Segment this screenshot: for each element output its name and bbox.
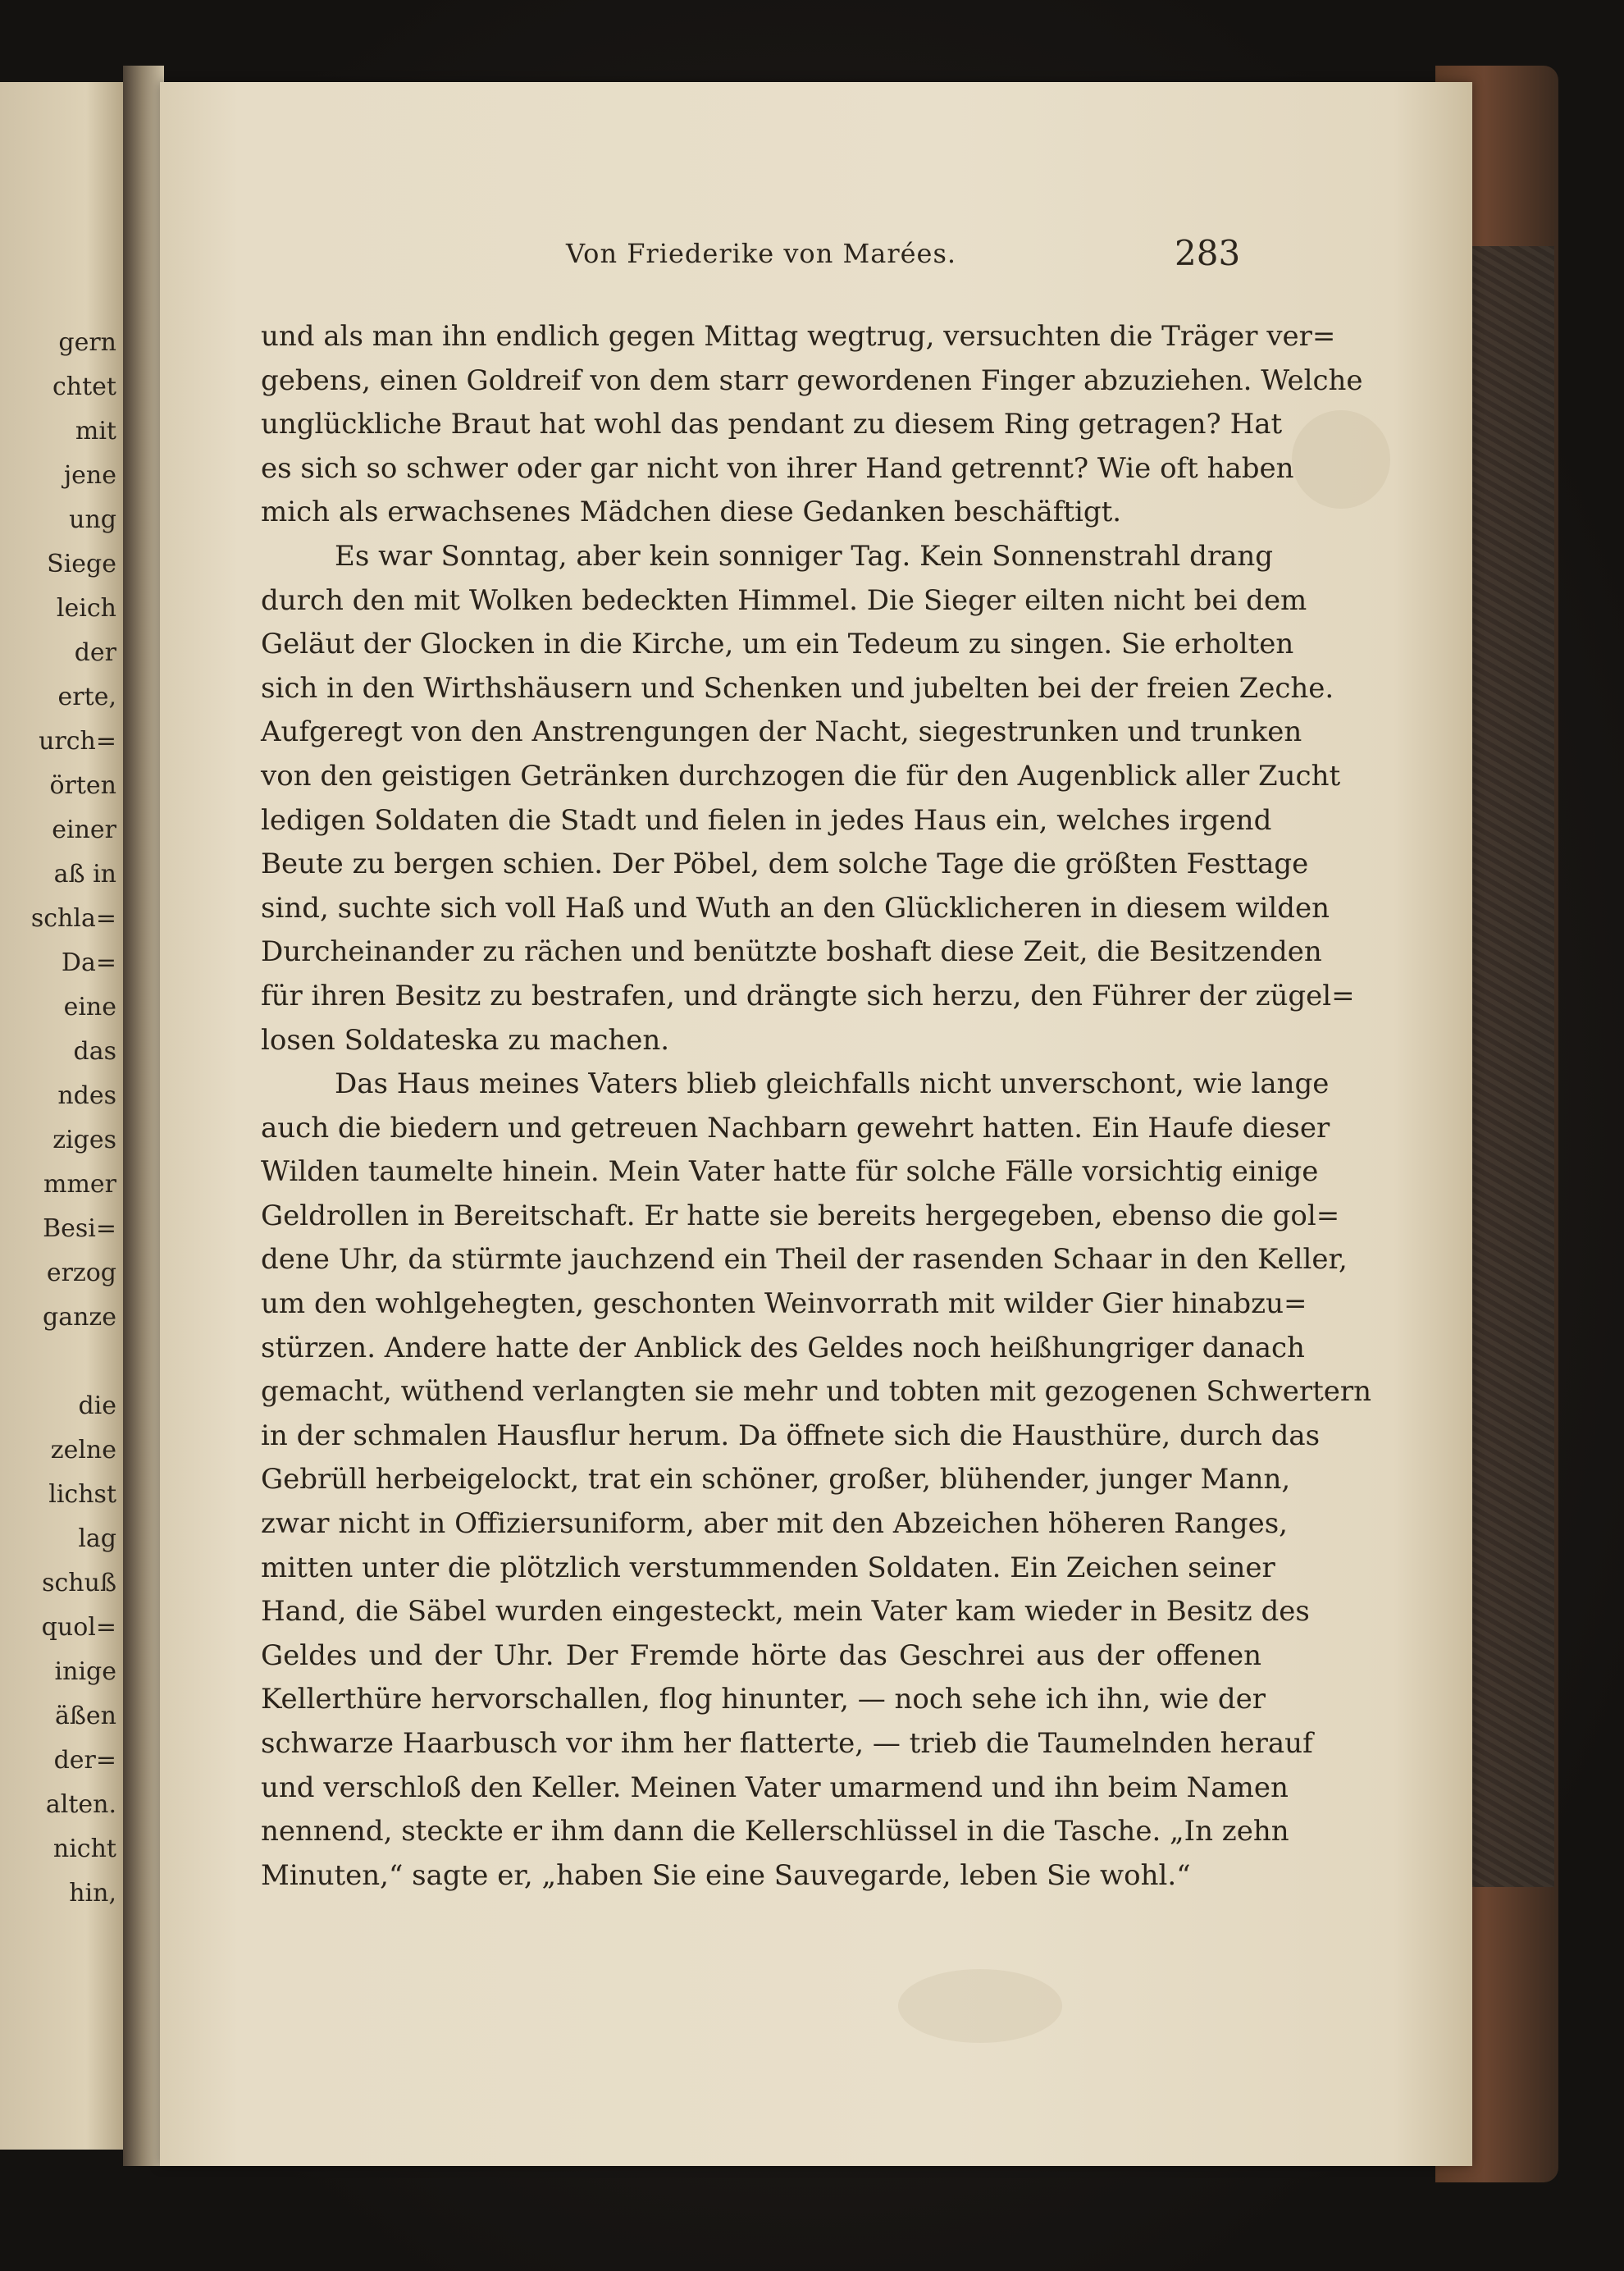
- text-line: dene Uhr, da stürmte jauchzend ein Theil der rasenden Schaar in den Keller,: [261, 1243, 1348, 1277]
- text-line: Durcheinander zu rächen und benützte boshaft diese Zeit, die Besitzenden: [261, 935, 1322, 969]
- text-line: Hand, die Säbel wurden eingesteckt, mein Vater kam wieder in Besitz des: [261, 1595, 1310, 1629]
- text-line: von den geistigen Getränken durchzogen die für den Augenblick aller Zucht: [261, 759, 1341, 793]
- left-page-text-fragment: nicht: [52, 1835, 116, 1863]
- left-page-text-fragment: einer: [52, 816, 116, 844]
- left-page-text-fragment: die: [78, 1391, 116, 1420]
- text-line: nennend, steckte er ihm dann die Kellerschlüssel in die Tasche. „In zehn: [261, 1815, 1289, 1848]
- left-page-text-fragment: mit: [75, 417, 116, 446]
- left-page-text-fragment: der: [74, 638, 116, 667]
- left-page-text-fragment: eine: [63, 993, 116, 1021]
- left-page-text-fragment: chtet: [52, 372, 116, 401]
- left-page-text-fragment: lag: [78, 1524, 116, 1553]
- text-line: Minuten,“ sagte er, „haben Sie eine Sauvegarde, leben Sie wohl.“: [261, 1858, 1191, 1892]
- text-line: gebens, einen Goldreif von dem starr gewordenen Finger abzuziehen. Welche: [261, 363, 1363, 397]
- left-page-text-fragment: Besi=: [43, 1214, 116, 1243]
- left-page-text-fragment: das: [73, 1037, 116, 1066]
- left-page-text-fragment: Siege: [47, 550, 116, 578]
- page-number: 283: [1175, 233, 1241, 273]
- running-head: Von Friederike von Marées.: [566, 238, 957, 269]
- text-line: stürzen. Andere hatte der Anblick des Geldes noch heißhungriger danach: [261, 1331, 1305, 1364]
- left-page-text-fragment: mmer: [43, 1170, 116, 1199]
- text-line: mitten unter die plötzlich verstummenden Soldaten. Ein Zeichen seiner: [261, 1551, 1275, 1584]
- left-page-text-fragment: ziges: [52, 1126, 116, 1154]
- text-line: in der schmalen Hausflur herum. Da öffnete sich die Hausthüre, durch das: [261, 1419, 1321, 1452]
- left-page-text-fragment: hin,: [69, 1879, 116, 1908]
- left-page-text-fragment: schla=: [30, 904, 116, 933]
- left-page-text-fragment: zelne: [50, 1436, 116, 1464]
- text-line: schwarze Haarbusch vor ihm her flatterte, — trieb die Taumelnden herauf: [261, 1727, 1313, 1760]
- left-page-text-fragment: quol=: [41, 1613, 116, 1642]
- left-page-text-fragment: urch=: [39, 727, 116, 756]
- text-line: losen Soldateska zu machen.: [261, 1023, 670, 1057]
- text-line: Das Haus meines Vaters blieb gleichfalls nicht unverschont, wie lange: [335, 1067, 1330, 1101]
- text-line: mich als erwachsenes Mädchen diese Gedanken beschäftigt.: [261, 496, 1122, 529]
- text-line: und als man ihn endlich gegen Mittag wegtrug, versuchten die Träger ver=: [261, 320, 1336, 353]
- text-line: um den wohlgehegten, geschonten Weinvorrath mit wilder Gier hinabzu=: [261, 1287, 1307, 1321]
- text-line: Wilden taumelte hinein. Mein Vater hatte für solche Fälle vorsichtig einige: [261, 1155, 1319, 1189]
- text-line: Geldes und der Uhr. Der Fremde hörte das Geschrei aus der offenen: [261, 1638, 1261, 1672]
- left-page-text-fragment: örten: [49, 771, 116, 800]
- left-page-text-fragment: aß in: [53, 860, 116, 889]
- text-line: und verschloß den Keller. Meinen Vater umarmend und ihn beim Namen: [261, 1771, 1289, 1804]
- text-line: Beute zu bergen schien. Der Pöbel, dem solche Tage die größten Festtage: [261, 848, 1309, 881]
- text-line: Geläut der Glocken in die Kirche, um ein Tedeum zu singen. Sie erholten: [261, 628, 1294, 661]
- text-line: durch den mit Wolken bedeckten Himmel. Die Sieger eilten nicht bei dem: [261, 583, 1307, 617]
- text-line: Es war Sonntag, aber kein sonniger Tag. Kein Sonnenstrahl drang: [335, 539, 1274, 573]
- left-page-text-fragment: der=: [53, 1746, 116, 1775]
- text-line: ledigen Soldaten die Stadt und fielen in jedes Haus ein, welches irgend: [261, 803, 1272, 837]
- text-line: für ihren Besitz zu bestrafen, und drängte sich herzu, den Führer der zügel=: [261, 979, 1355, 1012]
- text-line: gemacht, wüthend verlangten sie mehr und tobten mit gezogenen Schwertern: [261, 1375, 1372, 1409]
- text-line: zwar nicht in Offiziersuniform, aber mit den Abzeichen höheren Ranges,: [261, 1507, 1288, 1541]
- left-page-text-fragment: ung: [69, 505, 116, 534]
- paper-stain: [898, 1969, 1062, 2043]
- left-page-text-fragment: schuß: [42, 1569, 116, 1597]
- text-line: sich in den Wirthshäusern und Schenken und jubelten bei der freien Zeche.: [261, 671, 1334, 705]
- left-page-text-fragment: lichst: [48, 1480, 116, 1509]
- text-line: auch die biedern und getreuen Nachbarn gewehrt hatten. Ein Haufe dieser: [261, 1111, 1330, 1145]
- paper-stain: [1292, 410, 1390, 509]
- text-line: unglückliche Braut hat wohl das pendant zu diesem Ring getragen? Hat: [261, 408, 1283, 441]
- text-line: Kellerthüre hervorschallen, flog hinunter, — noch sehe ich ihn, wie der: [261, 1683, 1266, 1716]
- left-page-text-fragment: erte,: [57, 683, 116, 711]
- left-page-text-fragment: gern: [58, 328, 116, 357]
- text-line: es sich so schwer oder gar nicht von ihrer Hand getrennt? Wie oft haben: [261, 451, 1294, 485]
- left-page-text-fragment: inige: [54, 1657, 116, 1686]
- left-page-text-fragment: Da=: [61, 948, 116, 977]
- book-gutter: [123, 66, 164, 2166]
- left-page-text-fragment: äßen: [55, 1702, 116, 1730]
- left-page-text-fragment: jene: [63, 461, 116, 490]
- left-page-text-fragment: leich: [56, 594, 116, 623]
- left-page-text-fragment: alten.: [45, 1790, 116, 1819]
- text-line: Aufgeregt von den Anstrengungen der Nacht, siegestrunken und trunken: [261, 715, 1302, 749]
- text-line: Gebrüll herbeigelockt, trat ein schöner, großer, blühender, junger Mann,: [261, 1463, 1291, 1496]
- left-page-text-fragment: ndes: [57, 1081, 116, 1110]
- body-text: [261, 315, 1372, 1898]
- left-page-edge: [0, 82, 123, 2150]
- left-page-text-fragment: erzog: [46, 1259, 116, 1287]
- left-page-text-fragment: ganze: [43, 1303, 116, 1332]
- text-line: sind, suchte sich voll Haß und Wuth an den Glücklicheren in diesem wilden: [261, 891, 1330, 925]
- text-line: Geldrollen in Bereitschaft. Er hatte sie bereits hergegeben, ebenso die gol=: [261, 1199, 1340, 1232]
